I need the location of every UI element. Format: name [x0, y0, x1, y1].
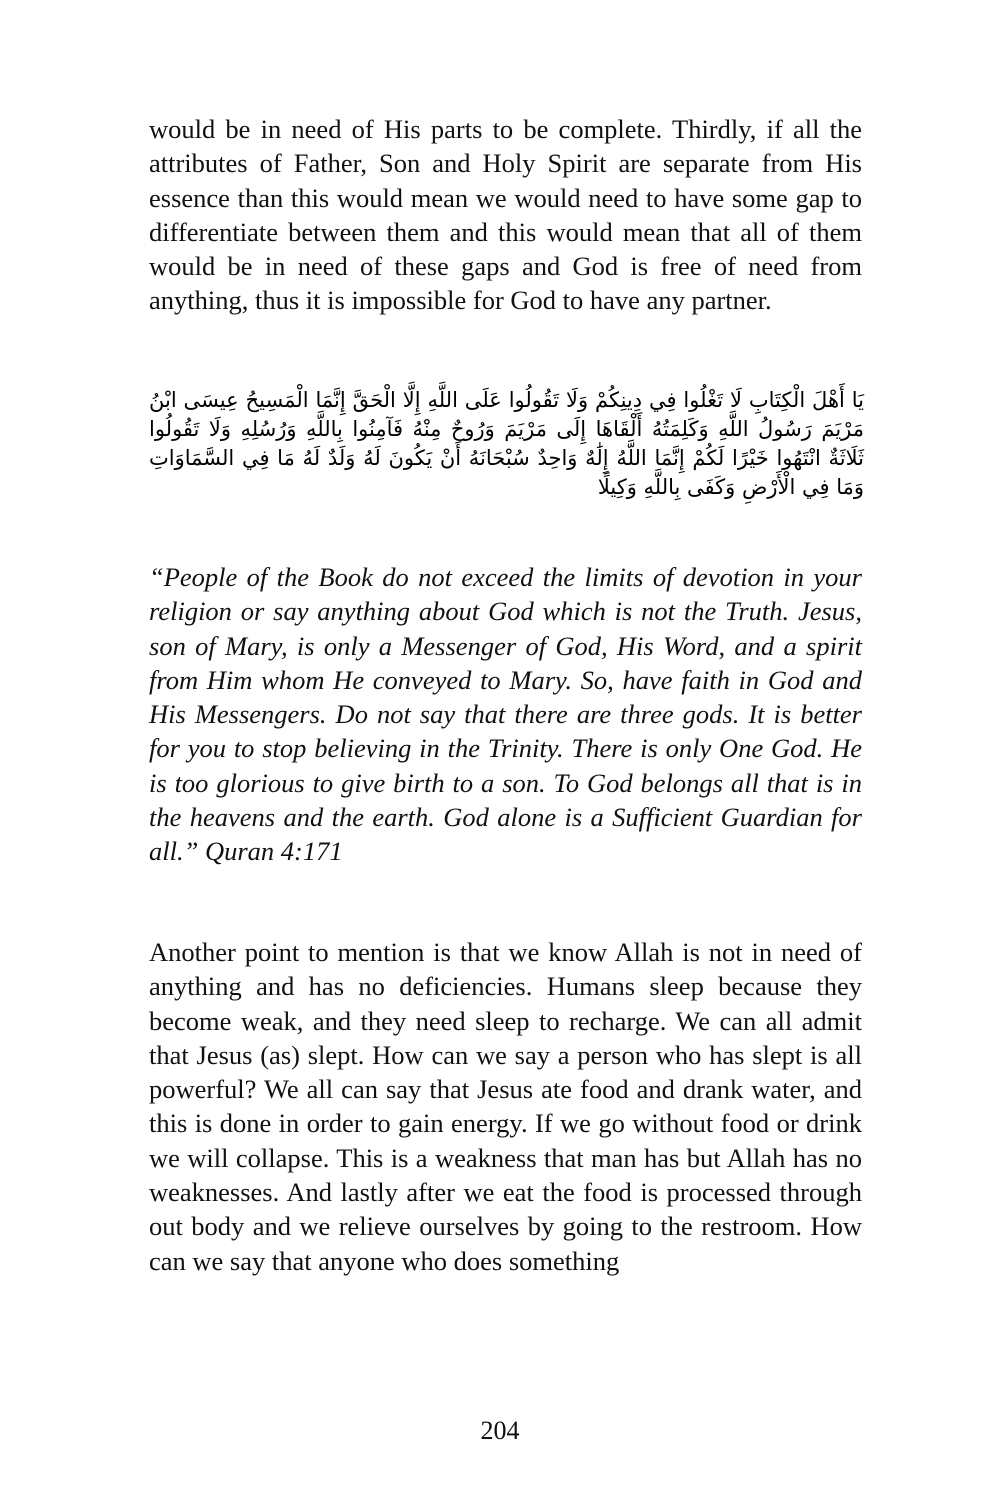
arabic-quran-verse: يَا أَهْلَ الْكِتَابِ لَا تَغْلُوا فِي دِينِكُمْ وَلَا تَقُولُوا عَلَى اللَّهِ إِلَّا الْحَقَّ إِنَّمَا الْمَسِيحُ عِيسَى ابْنُ مَرْيَمَ رَسُولُ اللَّهِ وَكَلِمَتُهُ أَلْقَاهَا إِلَى مَرْيَمَ وَرُوحٌ مِنْهُ فَآمِنُوا بِاللَّهِ وَرُسُلِهِ وَلَا تَقُولُوا ثَلَاثَةٌ انْتَهُوا خَيْرًا لَكُمْ إِنَّمَا اللَّهُ إِلَٰهٌ وَاحِدٌ سُبْحَانَهُ أَنْ يَكُونَ لَهُ وَلَدٌ لَهُ مَا فِي السَّمَاوَاتِ وَمَا فِي الْأَرْضِ وَكَفَى بِاللَّهِ وَكِيلًا — [149, 388, 864, 499]
body-paragraph-continued — [149, 112, 862, 318]
body-paragraph — [149, 935, 862, 1278]
quote-text: “People of the Book do not exceed the limits of devotion in your religion or say anything about God which is not the Truth. Jesus, son of Mary, is only a Messenger of God, His Word, and a spirit from Him whom He conveyed to Mary. So, have faith in God and His Messengers. Do not say that there are three gods. It is better for you to stop believing in the Trinity. There is only One God. He is too glorious to give birth to a son. To God belongs all that is in the heavens and the earth. God alone is a Sufficient Guardian for all.” Quran 4:171 — [149, 562, 862, 867]
paragraph-text: would be in need of His parts to be complete. Thirdly, if all the attributes of Father, Son and Holy Spirit are separate from His essence than this would mean we would need to have some gap to differentiate between them and this would mean that all of them would be in need of these gaps and God is free of need from anything, thus it is impossible for God to have any partner. — [149, 114, 862, 316]
paragraph-text: Another point to mention is that we know Allah is not in need of anything and has no deficiencies. Humans sleep because they become weak, and they need sleep to recharge. We can all admit that Jesus (as) slept. How can we say a person who has slept is all powerful? We all can say that Jesus ate food and drank water, and this is done in order to gain energy. If we go without food or drink we will collapse. This is a weakness that man has but Allah has no weaknesses. And lastly after we eat the food is processed through out body and we relieve ourselves by going to the restroom. How can we say that anyone who does something — [149, 937, 862, 1276]
quran-translation-quote — [149, 560, 862, 869]
page-number: 204 — [480, 1416, 520, 1445]
